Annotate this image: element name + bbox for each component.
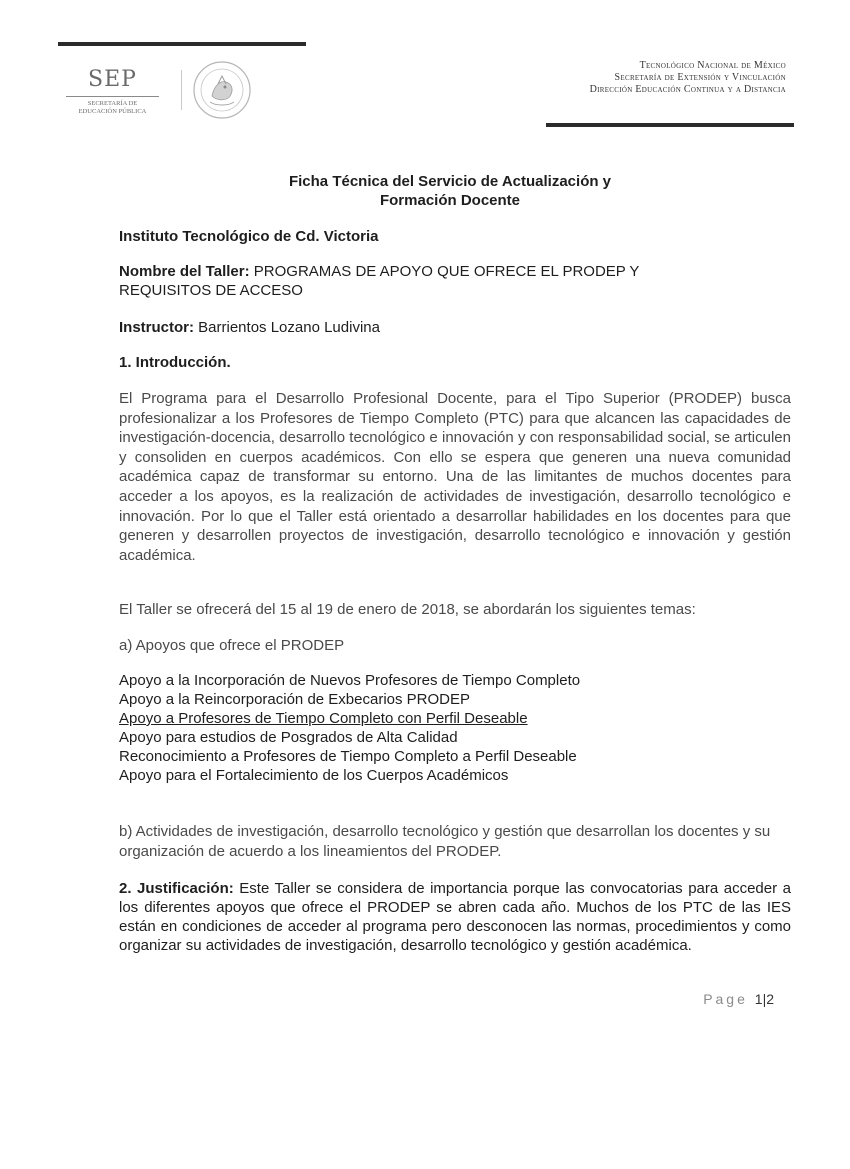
page-word: Page	[703, 991, 748, 1007]
workshop-name-block	[119, 262, 719, 300]
page-number-value: 1|2	[754, 991, 774, 1007]
section-b-text: b) Actividades de investigación, desarrollo tecnológico y gestión que desarrollan los docentes y su organización de acuerdo a los lineamientos del PRODEP.	[119, 823, 771, 860]
sep-logo	[60, 68, 165, 116]
sep-logo-text: SEP	[88, 67, 137, 92]
sep-logo-subtext-1: SECRETARÍA DE	[87, 100, 138, 107]
header-rule-left	[58, 42, 306, 46]
intro-paragraph: El Programa para el Desarrollo Profesional Docente, para el Tipo Superior (PRODEP) busca profesionalizar a los Profesores de Tiempo Completo (PTC) para que alcancen las capacidades de investigación-docencia, desarrollo tecnológico e innovación y con responsabilidad social, se articulen y consoliden en cuerpos académicos. Con ello se espera que generen una nueva comunidad académica capaz de transformar su entorno. Una de las limitantes de muchos docentes para acceder a los apoyos, es la realización de actividades de investigación, desarrollo tecnológico e innovación. Por lo que el Taller está orientado a desarrollar habilidades en los docentes para que generen y desarrollen proyectos de investigación, desarrollo tecnológico e innovación y gestión académica.	[119, 390, 791, 564]
justification-label: 2. Justificación:	[119, 880, 234, 897]
mexico-seal-icon	[192, 60, 252, 120]
workshop-label: Nombre del Taller:	[119, 263, 250, 280]
institute-name: Instituto Tecnológico de Cd. Victoria	[119, 228, 379, 245]
support-item-4: Apoyo para estudios de Posgrados de Alta Calidad	[119, 729, 458, 746]
workshop-name: PROGRAMAS DE APOYO QUE OFRECE EL PRODEP Y REQUISITOS DE ACCESO	[119, 263, 640, 299]
schedule-text: El Taller se ofrecerá del 15 al 19 de enero de 2018, se abordarán los siguientes temas:	[119, 601, 696, 618]
intro-heading: 1. Introducción.	[119, 354, 231, 371]
page-number	[703, 991, 774, 1007]
section-a-heading: a) Apoyos que ofrece el PRODEP	[119, 637, 345, 654]
institution-header	[590, 60, 786, 96]
title-line-2: Formación Docente	[379, 192, 521, 209]
header-rule-right	[546, 123, 794, 127]
support-item-6: Apoyo para el Fortalecimiento de los Cuerpos Académicos	[119, 767, 509, 784]
support-item-2: Apoyo a la Reincorporación de Exbecarios PRODEP	[119, 691, 471, 708]
support-item-5: Reconocimiento a Profesores de Tiempo Completo a Perfil Deseable	[119, 748, 577, 765]
institution-line-2: Secretaría de Extensión y Vinculación	[614, 72, 786, 83]
sep-logo-line	[66, 96, 159, 97]
sep-logo-subtext-2: EDUCACIÓN PÚBLICA	[78, 108, 147, 115]
instructor-label: Instructor:	[119, 319, 194, 336]
institution-line-3: Dirección Educación Continua y a Distancia	[589, 84, 786, 95]
instructor-block	[119, 318, 791, 337]
support-item-3: Apoyo a Profesores de Tiempo Completo con Perfil Deseable	[119, 710, 528, 727]
institution-line-1: Tecnológico Nacional de México	[639, 60, 786, 71]
justification-block	[119, 879, 791, 955]
support-item-1: Apoyo a la Incorporación de Nuevos Profesores de Tiempo Completo	[119, 672, 581, 689]
supports-list	[119, 671, 791, 785]
instructor-name: Barrientos Lozano Ludivina	[198, 319, 380, 336]
title-line-1: Ficha Técnica del Servicio de Actualización y	[288, 173, 612, 190]
justification-text: Este Taller se considera de importancia porque las convocatorias para acceder a los diferentes apoyos que ofrece el PRODEP se abren cada año. Muchos de los PTC de las IES están en condiciones de acceder al programa pero desconocen las normas, procedimientos y como organizar su actividades de investigación, desarrollo tecnológico y gestión académica.	[119, 880, 791, 954]
logo-divider	[181, 70, 182, 110]
document-title	[200, 172, 700, 210]
